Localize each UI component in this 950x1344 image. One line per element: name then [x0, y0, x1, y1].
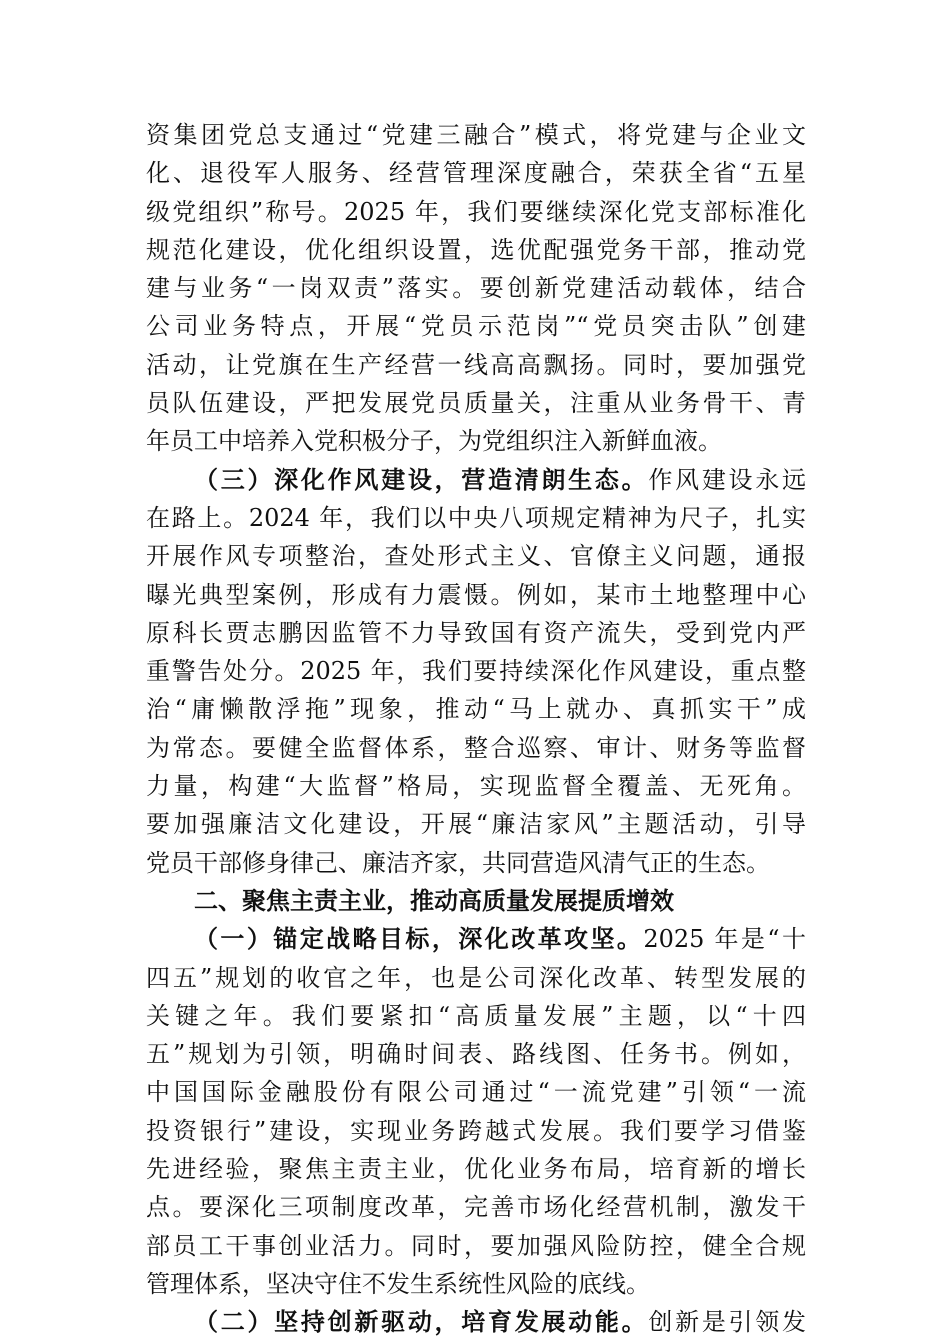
- paragraph-first-line: [146, 920, 806, 958]
- text-line: 部员工干事创业活力。同时，要加强风险防控，健全合规: [146, 1231, 806, 1260]
- section-heading: 二、聚焦主责主业，推动高质量发展提质增效: [194, 886, 674, 915]
- text-line: 四五”规划的收官之年，也是公司深化改革、转型发展的: [146, 963, 806, 992]
- text-line: 员队伍建设，严把发展党员质量关，注重从业务骨干、青: [146, 389, 806, 418]
- text-line: 化、退役军人服务、经营管理深度融合，荣获全省“五星: [146, 159, 806, 188]
- text-line: 点。要深化三项制度改革，完善市场化经营机制，激发干: [146, 1193, 806, 1222]
- text-line: 级党组织”称号。2025 年，我们要继续深化党支部标准化: [146, 197, 806, 226]
- text-line: 公司业务特点，开展“党员示范岗”“党员突击队”创建: [146, 312, 806, 341]
- paragraph-lead-heading: （三）深化作风建设，营造清朗生态。: [194, 464, 649, 494]
- paragraph-first-line: [146, 1303, 806, 1341]
- text-line: 活动，让党旗在生产经营一线高高飘扬。同时，要加强党: [146, 350, 806, 379]
- text-line: 规范化建设，优化组织设置，选优配强党务干部，推动党: [146, 235, 806, 264]
- paragraph-text: 作风建设永远: [648, 465, 806, 494]
- text-line: 要加强廉洁文化建设，开展“廉洁家风”主题活动，引导: [146, 810, 806, 839]
- text-line: 五”规划为引领，明确时间表、路线图、任务书。例如，: [146, 1040, 806, 1069]
- text-line: 管理体系，坚决守住不发生系统性风险的底线。: [146, 1269, 650, 1298]
- document-body: [146, 116, 806, 1342]
- text-line: 资集团党总支通过“党建三融合”模式，将党建与企业文: [146, 121, 806, 149]
- text-line: 投资银行”建设，实现业务跨越式发展。我们要学习借鉴: [146, 1116, 806, 1145]
- text-line: 开展作风专项整治，查处形式主义、官僚主义问题，通报: [146, 542, 806, 571]
- text-line: 在路上。2024 年，我们以中央八项规定精神为尺子，扎实: [146, 503, 806, 532]
- text-line: 曝光典型案例，形成有力震慑。例如，某市土地整理中心: [146, 580, 806, 609]
- text-line: 党员干部修身律己、廉洁齐家，共同营造风清气正的生态。: [146, 848, 770, 877]
- text-line: 原科长贾志鹏因监管不力导致国有资产流失，受到党内严: [146, 618, 806, 647]
- text-line: 先进经验，聚焦主责主业，优化业务布局，培育新的增长: [146, 1155, 806, 1184]
- text-line: 建与业务“一岗双责”落实。要创新党建活动载体，结合: [146, 274, 806, 303]
- text-line: 治“庸懒散浮拖”现象，推动“马上就办、真抓实干”成: [146, 695, 806, 724]
- text-line: 关键之年。我们要紧扣“高质量发展”主题，以“十四: [146, 1001, 806, 1030]
- text-line: 为常态。要健全监督体系，整合巡察、审计、财务等监督: [146, 733, 806, 762]
- paragraph-text: 2025 年是“十: [643, 925, 806, 954]
- paragraph-first-line: [146, 461, 806, 499]
- text-line: 中国国际金融股份有限公司通过“一流党建”引领“一流: [146, 1078, 806, 1107]
- paragraph-lead-heading: （一）锚定战略目标，深化改革攻坚。: [194, 924, 644, 954]
- text-line: 重警告处分。2025 年，我们要持续深化作风建设，重点整: [146, 657, 806, 686]
- text-line: 年员工中培养入党积极分子，为党组织注入新鲜血液。: [146, 427, 722, 456]
- paragraph-lead-heading: （二）坚持创新驱动，培育发展动能。: [194, 1307, 649, 1337]
- text-line: 力量，构建“大监督”格局，实现监督全覆盖、无死角。: [146, 772, 806, 801]
- paragraph-text: 创新是引领发: [648, 1308, 806, 1337]
